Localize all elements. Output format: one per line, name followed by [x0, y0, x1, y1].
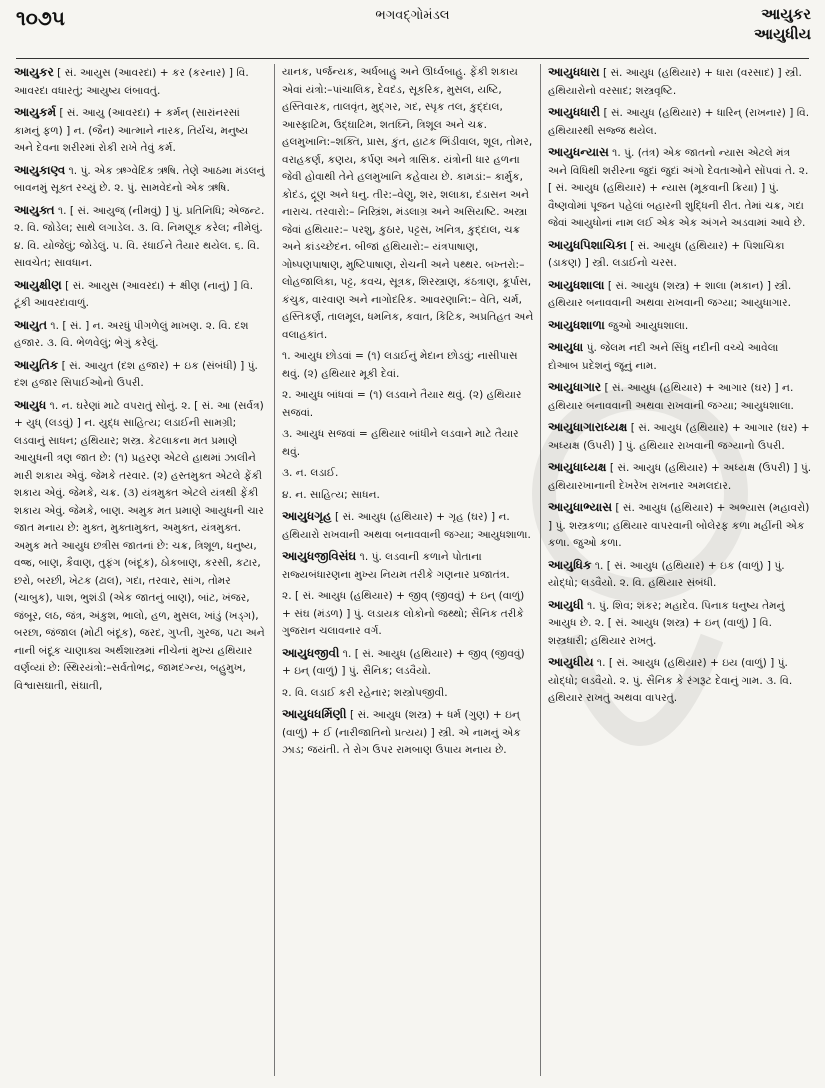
definition-text: ૧. ન. ઘરેણાં માટે વપરાતું સોનું. ૨. [ સં. આ (સર્વત્ર) + યુધ્ (લડવું) ] ન. યુદ્ધ સાહિત્ય; લડાઈની સામગ્રી; લડવાનું સાધન; હથિયાર; શસ્ત્ર. કેટલાકના મત પ્રમાણે આયુધની ત્રણ જાત છે: (૧) પ્રહરણ એટલે હાથમાં ઝાલીને મારી શકાય એવું. જેમકે તરવાર. (૨) હસ્તમુક્ત એટલે ફેંકી શકાય એવું. જેમકે, ચક્ર. (૩) યંત્રમુક્ત એટલે યંત્રથી ફેંકી શકાય એવું. જેમકે, બાણ. અમુક મત પ્રમાણે આયુધની ચાર જાત મનાય છે: મુક્ત, મુક્તામુક્ત, અમુક્ત, યંત્રમુક્ત. અમુક મતે આયુધ છત્રીસ જાતનાં છે: ચક્ર, ત્રિશૂળ, ધનુષ્ય, વજ્ર, બાણ, કૈવાણ, તુફંગ (બંદૂક), ઠોકબાણ, કરસી, કટાર, છરો, બરછી, ખેટક (ઢાલ), ગદા, તરવાર, સાંગ, તોમર (ચાબુક), પાશ, ભુશંડી (એક જાતનું બાણ), બાંટ, ખંજર, જંબૂર, લઠ, જંત્ર, અંકુશ, ભાલો, હળ, મુસલ, ખાંડું (ખડ્ગ), બરછા, જંજાલ (મોટી બંદૂક), જરદ, ગુપ્તી, ગુરજ, પટા અને નાની બંદૂક ચાણાક્ય અર્થશાસ્ત્રમાં નીચેનાં મુખ્ય હથિયાર વર્ણવ્યાં છે: સ્થિરયંત્રો:–સર્વતોભદ્ર, જામદગ્ન્ય, બહુમુખ, વિશ્વાસઘાતી, સંઘાતી,: [14, 399, 265, 692]
headword: આયુધધર્મિણી: [282, 707, 347, 721]
definition-text: [ સં. આયુધ (હથિયાર) + પિશાચિકા (ડાકણ) ] સ્ત્રી. લડાઈનો ચરસ.: [548, 239, 785, 269]
definition-text: પું. જેલમ નદી અને સિંધુ નદીની વચ્ચે આવેલા દોઆબ પ્રદેશનું જૂનું નામ.: [548, 342, 779, 372]
definition-text: ૧. [ સં. ] ન. અરધું પીગળેલું માખણ. ૨. વિ. દશ હજાર. ૩. વિ. ભેળવેલું; ભેગું કરેલું.: [14, 319, 249, 349]
page-title: ભગવદ્ગોમંડલ: [375, 8, 450, 23]
column-divider: [274, 64, 275, 1076]
dictionary-entry: [14, 277, 268, 313]
dictionary-entry: [548, 379, 812, 415]
definition-text: ૧. [ સં. આયુધ (હથિયાર) + ઇક (વાળું) ] પું. યોદ્ધો; લડવૈયો. ૨. વિ. હથિયાર સંબંધી.: [548, 559, 785, 589]
definition-text: [ સં. આયુધ (શસ્ત્ર) + શાલા (મકાન) ] સ્ત્રી. હથિયાર બનાવવાની અથવા રાખવાની જગ્યા; આયુધાગાર.: [548, 279, 792, 309]
headword: આયુધીય: [548, 655, 594, 669]
page-header: [0, 0, 825, 62]
dictionary-entry: [548, 277, 812, 313]
headword: આયુધાધ્યક્ષ: [548, 460, 607, 474]
dictionary-entry: ૨. વિ. લડાઈ કરી રહેનાર; શસ્ત્રોપજીવી.: [282, 686, 448, 699]
dictionary-entry: [282, 645, 534, 681]
definition-text: ૧. [ સં. આયુધ (હથિયાર) + ઇય (વાળું) ] પું. યોદ્ધો; લડવૈયો. ૨. પું. સૈનિક કે રંગરૂટ દેવાનું ગામ. ૩. વિ. હથિયાર રાખતું અથવા વાપરતું.: [548, 657, 793, 704]
definition-text: જુઓ આયુધશાલા.: [604, 319, 689, 332]
dictionary-entry: [548, 339, 812, 375]
headword: આયુકર્મ: [14, 105, 57, 119]
definition-text: [ સં. આયુધ (હથિયાર) + ધારા (વરસાદ) ] સ્ત્રી. હથિયારોનો વરસાદ; શસ્ત્રવૃષ્ટિ.: [548, 67, 802, 97]
dictionary-entry: [14, 202, 268, 273]
headword: આયુકાણ્વ: [14, 162, 66, 177]
definition-text: ૧. પું. લડવાની કળાને પોતાના રાજ્યબંધારણના મુખ્ય નિયમ તરીકે ગણનાર પ્રજાતંત્ર.: [282, 551, 510, 581]
dictionary-entry: [14, 162, 268, 198]
dictionary-entry: [548, 499, 812, 553]
definition-text: [ સં. આયુ (આવરદા) + કર્મન્ (સારાંનરસાં કામનું ફળ) ] ન. (જૈન) આત્માને નારક, તિર્યંચ, મનુષ્ય અને દેવના શરીરમાં રોકી રાખે તેવું કર્મ.: [14, 107, 249, 154]
dictionary-entry: [14, 397, 268, 696]
headword: આયુધશાળા: [548, 317, 605, 332]
headword: આયુધ: [14, 397, 47, 412]
dictionary-entry: [548, 104, 812, 140]
dictionary-entry: ૧. આયુધ છોડવાં = (૧) લડાઈનું મેદાન છોડવું; નાસીપાસ થવું. (૨) હથિયાર મૂકી દેવાં.: [282, 350, 518, 380]
headword: આયુધાગારાધ્યક્ષ: [548, 420, 628, 434]
dictionary-entry: [14, 317, 268, 353]
dictionary-entry: [14, 64, 268, 100]
dictionary-entry: [548, 237, 812, 273]
headword: આયુધા: [548, 340, 584, 354]
headword: આયુધન્યાસ: [548, 145, 609, 159]
headword: આયુધી: [548, 597, 584, 612]
headword: આયુધગૃહ: [282, 509, 332, 523]
headword: આયુતિક: [14, 357, 59, 372]
definition-text: ૧. [ સં. આયુધ (હથિયાર) + જીવ્ (જીવવું) + ઇન્ (વાળું) ] પું. સૈનિક; લડવૈયો.: [282, 647, 525, 677]
dictionary-entry: [548, 459, 812, 495]
dictionary-entry: યાનક, પર્જન્યક, અર્ધબાહુ અને ઊર્ધ્વબાહુ. ફેંકી શકાય એવાં યંત્રો:–પાંચાલિક, દેવદંડ, સૂકરિક, મુસલ, યષ્ટિ, હસ્તિવારક, તાલવૃંત, મુદ્ગર, ગદ, સ્પૃક તલ, કુદ્દાલ, આસ્ફાટિમ, ઉદ્ઘાટિમ, શતઘ્નિ, ત્રિશૂલ અને ચક્ર. હલમુખાનિ:–શક્તિ, પ્રાસ, કુંત, હાટક ભિંડીવાલ, શૂલ, તોમર, વરાહકર્ણ, કણય, કર્પણ અને ત્રાસિક. યંત્રોની ધાર હળના જેવી હોવાથી તેને હલમુખાનિ કહેવાય છે. કામડાં:– કાર્મુક, કોદંડ, દ્રૂણ અને ધનુ. તીર:–વેણુ, શર, શલાકા, દંડાસન અને નારાચ. તરવારો:– નિસ્ત્રિંશ, મંડલાગ્ર અને અસિયષ્ટિ. અસ્ત્રા જેવાં હથિયાર:– પરશુ, કુઠાર, પટ્ટસ, ખનિત્ર, કુદ્દાલ, ચક્ર અને કાંડચ્છેદન. બીજાં હથિયારો:– યંત્રપાષાણ, ગોષ્પણપાષાણ, મુષ્ટિપાષાણ, રોચની અને પથ્થર. બખ્તરો:–લોહજાલિકા, પટ્ટ, કવચ, સૂત્રક, શિરસ્ત્રાણ, કંઠત્રાણ, કૂર્પાસ, કંચુક, વારવાણ અને નાગોદરિક. આવરણાનિ:– વેતિ, ચર્મ, હસ્તિકર્ણ, તાલમૂલ, ધમનિક, કવાત, કિટિક, અપ્રતિહત અને વલાહકાંત.: [282, 66, 534, 341]
definition-text: [ સં. આયુધ (હથિયાર) + અભ્યાસ (મહાવરો) ] પું. શસ્ત્રકળા; હથિયાર વાપરવાની બોલેરફ કળા મહીંની એક કળા. જુઓ કળા.: [548, 502, 810, 549]
definition-text: ૧. પું. શિવ; શંકર; મહાદેવ. પિનાક ધનુષ્ય તેમનું આયુધ છે. ૨. [ સં. આયુધ (શસ્ત્ર) + ઇન્ (વાળું) ] વિ. શસ્ત્રધારી; હથિયાર રાખતું.: [548, 599, 785, 647]
definition-text: [ સં. આયુત (દશ હજાર) + ઇક (સંબંધી) ] પું. દશ હજાર સિપાઈઓનો ઉપરી.: [14, 359, 258, 389]
guide-word-last: આયુધીય: [754, 25, 811, 43]
dictionary-entry: [548, 654, 812, 708]
headword: આયુધાગાર: [548, 380, 602, 394]
page-number: ૧૦૭૫: [16, 6, 65, 30]
dictionary-entry: [548, 64, 812, 100]
column-divider: [540, 64, 541, 1076]
definition-text: [ સં. આયુધ (હથિયાર) + અધ્યક્ષ (ઉપરી) ] પું. હથિયારખાનાની દેખરેખ રાખનાર અમલદાર.: [548, 462, 812, 492]
headword: આયુકર: [14, 65, 54, 79]
headword: આયુધપિશાચિકા: [548, 237, 627, 252]
definition-text: [ સં. આયુધ (હથિયાર) + આગાર (ઘર) + અધ્યક્ષ (ઉપરી) ] પું. હથિયાર રાખવાની જગ્યાનો ઉપરી.: [548, 422, 810, 452]
dictionary-entry: [14, 357, 268, 393]
headword: આયુધજીવી: [282, 645, 340, 660]
definition-text: [ સં. આયુસ (આવરદા) + ક્ષીણ (નાનું) ] વિ. ટૂંકી આવરદાવાળું.: [14, 279, 254, 309]
definition-text: [ સં. આયુધ (હથિયાર) + ગૃહ (ઘર) ] ન. હથિયારો રાખવાની અથવા બનાવવાની જગ્યા; આયુધશાળા.: [282, 511, 531, 541]
dictionary-entry: ૩. આયુધ સજવાં = હથિયાર બાંધીને લડવાને માટે તૈયાર થવું.: [282, 428, 519, 458]
dictionary-entry: [282, 548, 534, 584]
dictionary-entry: [548, 597, 812, 651]
headword: આયુધધારી: [548, 105, 601, 119]
definition-text: ૧. પું. એક ઋગ્વેદિક ઋષિ. તેણે આઠમા મંડલનું બાવનમું સૂક્ત રચ્યું છે. ૨. પું. સામવેદનો એક ઋષિ.: [14, 164, 265, 194]
definition-text: ૧. પું. (તંત્ર) એક જાતનો ન્યાસ એટલે મંત્ર અને વિધિથી શરીરના જુદાં જુદાં અંગો દેવતાઓને સોંપવાં તે. ૨. [ સં. આયુધ (હથિયાર) + ન્યાસ (મૂકવાની ક્રિયા) ] પું. વૈષ્ણવોમાં પૂજન પહેલાં બહારની શુદ્ધિની રીત. તેમાં ચક્ર, ગદા જેવાં આયુધોનાં નામ લઈ એક એક અંગને અડવામાં આવે છે.: [548, 147, 809, 229]
headword: આયુધશાલા: [548, 277, 605, 292]
headword: આયુધાભ્યાસ: [548, 500, 613, 514]
dictionary-entry: [548, 317, 812, 336]
definition-text: [ સં. આયુધ (હથિયાર) + ધારિન્ (રાખનાર) ] વિ. હથિયારથી સજ્જ થયેલ.: [548, 107, 810, 137]
dictionary-entry: [282, 706, 534, 760]
column-2: [282, 64, 534, 1078]
headword: આયુધધારા: [548, 65, 600, 79]
dictionary-entry: [548, 419, 812, 455]
dictionary-entry: ૨. [ સં. આયુધ (હથિયાર) + જીવ્ (જીવવું) + ઇન્ (વાળું) + સંઘ (મંડળ) ] પું. લડાયક લોકોનો જથ્થો; સૈનિક તરીકે ગુજરાન ચલાવનાર વર્ગ.: [282, 590, 525, 637]
dictionary-entry: ૩. ન. લડાઈ.: [282, 467, 339, 479]
headword: આયુધજીવિસંઘ: [282, 549, 357, 563]
headword: આયુધિક: [548, 557, 592, 572]
column-1: [14, 64, 268, 1078]
dictionary-entry: ૨. આયુધ બાંધવાં = (૧) લડવાને તૈયાર થવું. (૨) હથિયાર સજવાં.: [282, 389, 522, 419]
definition-text: [ સં. આયુસ (આવરદા) + કર (કરનાર) ] વિ. આવરદા વધારતું; આયુષ્ય લંબાવતું.: [14, 67, 249, 97]
column-3: [548, 64, 812, 1078]
guide-word-first: આયુકર: [761, 5, 811, 23]
dictionary-entry: [548, 144, 812, 233]
headword: આયુક્ષીણ: [14, 277, 62, 292]
headword: આયુત: [14, 317, 48, 332]
header-rule: [16, 58, 809, 59]
dictionary-entry: ૪. ન. સાહિત્ય; સાધન.: [282, 488, 380, 501]
definition-text: [ સં. આયુધ (શસ્ત્ર) + ધર્મ (ગુણ) + ઇન્ (વાળું) + ઈ (નારીજાતિનો પ્રત્યય) ] સ્ત્રી. એ નામનું એક ઝાડ; જયંતી. તે રોગ ઉપર રામબાણ ઉપાય મનાય છે.: [282, 709, 521, 756]
dictionary-entry: [14, 104, 268, 158]
definition-text: [ સં. આયુધ (હથિયાર) + આગાર (ઘર) ] ન. હથિયાર બનાવવાની અથવા રાખવાની જગ્યા; આયુધશાલા.: [548, 382, 794, 412]
headword: આયુક્ત: [14, 202, 55, 217]
definition-text: ૧. [ સં. આયુજ્ (નીમવું) ] પું. પ્રતિનિધિ; એજન્ટ. ૨. વિ. જોડેલ; સાથે લગાડેલ. ૩. વિ. નિમણૂક કરેલ; નીમેલું. ૪. વિ. યોજેલું; જોડેલું. ૫. વિ. રંધાઈને તૈયાર થયેલ. ૬. વિ. સાવચેત; સાવધાન.: [14, 204, 265, 269]
dictionary-entry: [548, 557, 812, 593]
guide-words: [754, 4, 811, 44]
dictionary-entry: [282, 508, 534, 544]
